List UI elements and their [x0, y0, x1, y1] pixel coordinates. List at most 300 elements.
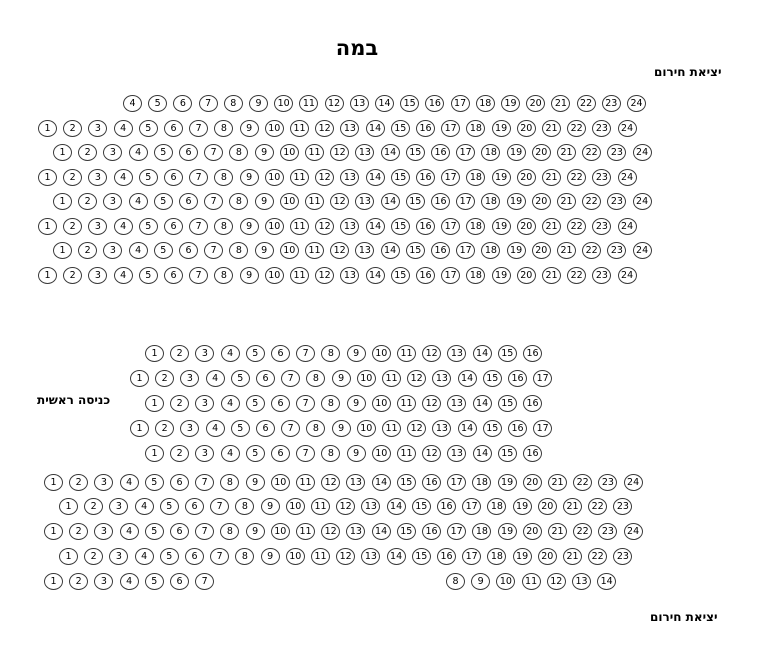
- seat[interactable]: 13: [447, 445, 466, 462]
- seat[interactable]: 22: [588, 548, 607, 565]
- seat[interactable]: 11: [311, 548, 330, 565]
- seat[interactable]: 19: [501, 95, 520, 112]
- seat[interactable]: 23: [592, 218, 611, 235]
- seat[interactable]: 23: [607, 193, 626, 210]
- seat[interactable]: 13: [447, 345, 466, 362]
- seat[interactable]: 9: [332, 420, 351, 437]
- seat[interactable]: 2: [69, 474, 88, 491]
- seat[interactable]: 8: [214, 218, 233, 235]
- seat[interactable]: 5: [145, 523, 164, 540]
- seat[interactable]: 5: [145, 573, 164, 590]
- seat[interactable]: 20: [523, 523, 542, 540]
- seat[interactable]: 13: [340, 120, 359, 137]
- seat[interactable]: 12: [330, 144, 349, 161]
- seat[interactable]: 20: [517, 169, 536, 186]
- seat[interactable]: 10: [280, 144, 299, 161]
- seat[interactable]: 11: [296, 474, 315, 491]
- seat[interactable]: 23: [602, 95, 621, 112]
- seat[interactable]: 3: [88, 120, 107, 137]
- seat[interactable]: 12: [330, 193, 349, 210]
- seat[interactable]: 6: [164, 267, 183, 284]
- seat[interactable]: 9: [246, 474, 265, 491]
- seat[interactable]: 5: [154, 242, 173, 259]
- seat[interactable]: 14: [473, 395, 492, 412]
- seat[interactable]: 17: [441, 218, 460, 235]
- seat[interactable]: 19: [507, 144, 526, 161]
- seat[interactable]: 16: [431, 144, 450, 161]
- seat[interactable]: 11: [296, 523, 315, 540]
- seat[interactable]: 13: [340, 218, 359, 235]
- seat[interactable]: 10: [357, 420, 376, 437]
- seat[interactable]: 7: [189, 267, 208, 284]
- seat[interactable]: 2: [170, 445, 189, 462]
- seat[interactable]: 7: [296, 395, 315, 412]
- seat[interactable]: 15: [406, 242, 425, 259]
- seat[interactable]: 4: [114, 169, 133, 186]
- seat[interactable]: 6: [164, 169, 183, 186]
- seat[interactable]: 17: [456, 144, 475, 161]
- seat[interactable]: 19: [492, 169, 511, 186]
- seat[interactable]: 15: [483, 420, 502, 437]
- seat[interactable]: 8: [224, 95, 243, 112]
- seat[interactable]: 2: [84, 498, 103, 515]
- seat[interactable]: 14: [372, 523, 391, 540]
- seat[interactable]: 7: [204, 193, 223, 210]
- seat[interactable]: 17: [456, 242, 475, 259]
- seat[interactable]: 9: [255, 144, 274, 161]
- seat[interactable]: 13: [432, 370, 451, 387]
- seat[interactable]: 9: [347, 395, 366, 412]
- seat[interactable]: 7: [195, 573, 214, 590]
- seat[interactable]: 3: [103, 193, 122, 210]
- seat[interactable]: 6: [185, 548, 204, 565]
- seat[interactable]: 4: [221, 395, 240, 412]
- seat[interactable]: 12: [315, 218, 334, 235]
- seat[interactable]: 22: [573, 474, 592, 491]
- seat[interactable]: 5: [148, 95, 167, 112]
- seat[interactable]: 16: [425, 95, 444, 112]
- seat[interactable]: 6: [271, 445, 290, 462]
- seat[interactable]: 9: [240, 120, 259, 137]
- seat[interactable]: 12: [315, 169, 334, 186]
- seat[interactable]: 6: [179, 193, 198, 210]
- seat[interactable]: 14: [387, 498, 406, 515]
- seat[interactable]: 1: [44, 573, 63, 590]
- seat[interactable]: 2: [63, 169, 82, 186]
- seat[interactable]: 12: [547, 573, 566, 590]
- seat[interactable]: 16: [416, 218, 435, 235]
- seat[interactable]: 15: [412, 548, 431, 565]
- seat[interactable]: 14: [366, 267, 385, 284]
- seat[interactable]: 3: [180, 370, 199, 387]
- seat[interactable]: 10: [286, 498, 305, 515]
- seat[interactable]: 24: [618, 267, 637, 284]
- seat[interactable]: 6: [271, 345, 290, 362]
- seat[interactable]: 4: [120, 573, 139, 590]
- seat[interactable]: 11: [305, 193, 324, 210]
- seat[interactable]: 13: [355, 242, 374, 259]
- seat[interactable]: 19: [507, 193, 526, 210]
- seat[interactable]: 10: [280, 242, 299, 259]
- seat[interactable]: 9: [347, 345, 366, 362]
- seat[interactable]: 20: [532, 144, 551, 161]
- seat[interactable]: 20: [532, 193, 551, 210]
- seat[interactable]: 2: [69, 523, 88, 540]
- seat[interactable]: 17: [447, 474, 466, 491]
- seat[interactable]: 7: [204, 242, 223, 259]
- seat[interactable]: 9: [347, 445, 366, 462]
- seat[interactable]: 21: [563, 498, 582, 515]
- seat[interactable]: 18: [466, 267, 485, 284]
- seat[interactable]: 21: [542, 267, 561, 284]
- seat[interactable]: 22: [567, 169, 586, 186]
- seat[interactable]: 16: [422, 523, 441, 540]
- seat[interactable]: 16: [422, 474, 441, 491]
- seat[interactable]: 4: [114, 267, 133, 284]
- seat[interactable]: 22: [582, 242, 601, 259]
- seat[interactable]: 7: [281, 370, 300, 387]
- seat[interactable]: 16: [508, 370, 527, 387]
- seat[interactable]: 4: [114, 218, 133, 235]
- seat[interactable]: 15: [400, 95, 419, 112]
- seat[interactable]: 11: [305, 242, 324, 259]
- seat[interactable]: 2: [170, 395, 189, 412]
- seat[interactable]: 6: [170, 474, 189, 491]
- seat[interactable]: 14: [381, 144, 400, 161]
- seat[interactable]: 8: [220, 523, 239, 540]
- seat[interactable]: 8: [229, 242, 248, 259]
- seat[interactable]: 7: [281, 420, 300, 437]
- seat[interactable]: 12: [407, 370, 426, 387]
- seat[interactable]: 14: [381, 193, 400, 210]
- seat[interactable]: 7: [204, 144, 223, 161]
- seat[interactable]: 7: [210, 498, 229, 515]
- seat[interactable]: 10: [265, 169, 284, 186]
- seat[interactable]: 18: [466, 218, 485, 235]
- seat[interactable]: 7: [210, 548, 229, 565]
- seat[interactable]: 17: [462, 498, 481, 515]
- seat[interactable]: 5: [139, 169, 158, 186]
- seat[interactable]: 10: [372, 445, 391, 462]
- seat[interactable]: 15: [498, 395, 517, 412]
- seat[interactable]: 1: [59, 548, 78, 565]
- seat[interactable]: 18: [472, 523, 491, 540]
- seat[interactable]: 17: [456, 193, 475, 210]
- seat[interactable]: 23: [613, 498, 632, 515]
- seat[interactable]: 14: [366, 120, 385, 137]
- seat[interactable]: 16: [416, 169, 435, 186]
- seat[interactable]: 7: [189, 169, 208, 186]
- seat[interactable]: 15: [391, 169, 410, 186]
- seat[interactable]: 11: [522, 573, 541, 590]
- seat[interactable]: 2: [63, 218, 82, 235]
- seat[interactable]: 4: [120, 474, 139, 491]
- seat[interactable]: 8: [220, 474, 239, 491]
- seat[interactable]: 3: [88, 218, 107, 235]
- seat[interactable]: 21: [542, 120, 561, 137]
- seat[interactable]: 15: [498, 445, 517, 462]
- seat[interactable]: 15: [483, 370, 502, 387]
- seat[interactable]: 1: [53, 193, 72, 210]
- seat[interactable]: 11: [397, 395, 416, 412]
- seat[interactable]: 17: [533, 370, 552, 387]
- seat[interactable]: 10: [372, 395, 391, 412]
- seat[interactable]: 10: [496, 573, 515, 590]
- seat[interactable]: 20: [517, 218, 536, 235]
- seat[interactable]: 15: [498, 345, 517, 362]
- seat[interactable]: 1: [38, 267, 57, 284]
- seat[interactable]: 1: [130, 420, 149, 437]
- seat[interactable]: 7: [189, 120, 208, 137]
- seat[interactable]: 20: [517, 120, 536, 137]
- seat[interactable]: 18: [481, 242, 500, 259]
- seat[interactable]: 11: [299, 95, 318, 112]
- seat[interactable]: 14: [381, 242, 400, 259]
- seat[interactable]: 18: [476, 95, 495, 112]
- seat[interactable]: 3: [94, 523, 113, 540]
- seat[interactable]: 12: [321, 474, 340, 491]
- seat[interactable]: 12: [422, 345, 441, 362]
- seat[interactable]: 6: [170, 573, 189, 590]
- seat[interactable]: 20: [523, 474, 542, 491]
- seat[interactable]: 12: [336, 548, 355, 565]
- seat[interactable]: 1: [59, 498, 78, 515]
- seat[interactable]: 19: [507, 242, 526, 259]
- seat[interactable]: 16: [431, 193, 450, 210]
- seat[interactable]: 15: [397, 523, 416, 540]
- seat[interactable]: 8: [214, 120, 233, 137]
- seat[interactable]: 22: [588, 498, 607, 515]
- seat[interactable]: 5: [145, 474, 164, 491]
- seat[interactable]: 3: [180, 420, 199, 437]
- seat[interactable]: 11: [290, 120, 309, 137]
- seat[interactable]: 9: [471, 573, 490, 590]
- seat[interactable]: 5: [160, 498, 179, 515]
- seat[interactable]: 5: [154, 193, 173, 210]
- seat[interactable]: 24: [624, 523, 643, 540]
- seat[interactable]: 2: [63, 120, 82, 137]
- seat[interactable]: 22: [573, 523, 592, 540]
- seat[interactable]: 13: [447, 395, 466, 412]
- seat[interactable]: 17: [533, 420, 552, 437]
- seat[interactable]: 18: [466, 169, 485, 186]
- seat[interactable]: 22: [582, 193, 601, 210]
- seat[interactable]: 10: [271, 523, 290, 540]
- seat[interactable]: 23: [592, 169, 611, 186]
- seat[interactable]: 18: [481, 144, 500, 161]
- seat[interactable]: 23: [592, 267, 611, 284]
- seat[interactable]: 4: [129, 242, 148, 259]
- seat[interactable]: 12: [407, 420, 426, 437]
- seat[interactable]: 13: [361, 548, 380, 565]
- seat[interactable]: 22: [567, 218, 586, 235]
- seat[interactable]: 22: [582, 144, 601, 161]
- seat[interactable]: 7: [189, 218, 208, 235]
- seat[interactable]: 16: [523, 345, 542, 362]
- seat[interactable]: 13: [340, 169, 359, 186]
- seat[interactable]: 19: [498, 523, 517, 540]
- seat[interactable]: 13: [572, 573, 591, 590]
- seat[interactable]: 6: [179, 242, 198, 259]
- seat[interactable]: 6: [256, 370, 275, 387]
- seat[interactable]: 14: [473, 445, 492, 462]
- seat[interactable]: 21: [557, 144, 576, 161]
- seat[interactable]: 10: [265, 218, 284, 235]
- seat[interactable]: 13: [361, 498, 380, 515]
- seat[interactable]: 15: [397, 474, 416, 491]
- seat[interactable]: 3: [109, 548, 128, 565]
- seat[interactable]: 3: [103, 242, 122, 259]
- seat[interactable]: 11: [290, 218, 309, 235]
- seat[interactable]: 24: [633, 193, 652, 210]
- seat[interactable]: 9: [255, 242, 274, 259]
- seat[interactable]: 3: [94, 474, 113, 491]
- seat[interactable]: 6: [271, 395, 290, 412]
- seat[interactable]: 9: [261, 498, 280, 515]
- seat[interactable]: 12: [422, 395, 441, 412]
- seat[interactable]: 11: [382, 420, 401, 437]
- seat[interactable]: 18: [472, 474, 491, 491]
- seat[interactable]: 24: [618, 169, 637, 186]
- seat[interactable]: 13: [346, 523, 365, 540]
- seat[interactable]: 22: [567, 267, 586, 284]
- seat[interactable]: 4: [135, 548, 154, 565]
- seat[interactable]: 21: [557, 242, 576, 259]
- seat[interactable]: 8: [235, 498, 254, 515]
- seat[interactable]: 5: [246, 395, 265, 412]
- seat[interactable]: 10: [265, 120, 284, 137]
- seat[interactable]: 11: [305, 144, 324, 161]
- seat[interactable]: 1: [145, 395, 164, 412]
- seat[interactable]: 5: [160, 548, 179, 565]
- seat[interactable]: 8: [214, 267, 233, 284]
- seat[interactable]: 21: [548, 523, 567, 540]
- seat[interactable]: 11: [397, 345, 416, 362]
- seat[interactable]: 8: [229, 193, 248, 210]
- seat[interactable]: 6: [170, 523, 189, 540]
- seat[interactable]: 16: [508, 420, 527, 437]
- seat[interactable]: 1: [44, 523, 63, 540]
- seat[interactable]: 1: [38, 169, 57, 186]
- seat[interactable]: 2: [69, 573, 88, 590]
- seat[interactable]: 10: [274, 95, 293, 112]
- seat[interactable]: 13: [350, 95, 369, 112]
- seat[interactable]: 7: [195, 474, 214, 491]
- seat[interactable]: 5: [246, 445, 265, 462]
- seat[interactable]: 7: [296, 345, 315, 362]
- seat[interactable]: 18: [487, 548, 506, 565]
- seat[interactable]: 4: [120, 523, 139, 540]
- seat[interactable]: 22: [577, 95, 596, 112]
- seat[interactable]: 17: [441, 267, 460, 284]
- seat[interactable]: 9: [249, 95, 268, 112]
- seat[interactable]: 15: [406, 193, 425, 210]
- seat[interactable]: 21: [548, 474, 567, 491]
- seat[interactable]: 12: [330, 242, 349, 259]
- seat[interactable]: 23: [607, 242, 626, 259]
- seat[interactable]: 10: [357, 370, 376, 387]
- seat[interactable]: 14: [366, 218, 385, 235]
- seat[interactable]: 12: [315, 267, 334, 284]
- seat[interactable]: 8: [306, 370, 325, 387]
- seat[interactable]: 10: [286, 548, 305, 565]
- seat[interactable]: 24: [624, 474, 643, 491]
- seat[interactable]: 15: [412, 498, 431, 515]
- seat[interactable]: 14: [597, 573, 616, 590]
- seat[interactable]: 5: [246, 345, 265, 362]
- seat[interactable]: 1: [145, 445, 164, 462]
- seat[interactable]: 12: [325, 95, 344, 112]
- seat[interactable]: 20: [538, 498, 557, 515]
- seat[interactable]: 16: [437, 548, 456, 565]
- seat[interactable]: 4: [123, 95, 142, 112]
- seat[interactable]: 24: [618, 218, 637, 235]
- seat[interactable]: 6: [185, 498, 204, 515]
- seat[interactable]: 11: [290, 169, 309, 186]
- seat[interactable]: 2: [78, 144, 97, 161]
- seat[interactable]: 10: [265, 267, 284, 284]
- seat[interactable]: 5: [231, 420, 250, 437]
- seat[interactable]: 4: [135, 498, 154, 515]
- seat[interactable]: 14: [372, 474, 391, 491]
- seat[interactable]: 19: [492, 267, 511, 284]
- seat[interactable]: 16: [437, 498, 456, 515]
- seat[interactable]: 6: [179, 144, 198, 161]
- seat[interactable]: 19: [498, 474, 517, 491]
- seat[interactable]: 13: [340, 267, 359, 284]
- seat[interactable]: 12: [336, 498, 355, 515]
- seat[interactable]: 3: [94, 573, 113, 590]
- seat[interactable]: 23: [598, 474, 617, 491]
- seat[interactable]: 7: [296, 445, 315, 462]
- seat[interactable]: 1: [53, 242, 72, 259]
- seat[interactable]: 4: [129, 144, 148, 161]
- seat[interactable]: 1: [53, 144, 72, 161]
- seat[interactable]: 21: [551, 95, 570, 112]
- seat[interactable]: 6: [164, 120, 183, 137]
- seat[interactable]: 5: [139, 218, 158, 235]
- seat[interactable]: 13: [346, 474, 365, 491]
- seat[interactable]: 21: [542, 169, 561, 186]
- seat[interactable]: 2: [84, 548, 103, 565]
- seat[interactable]: 3: [88, 267, 107, 284]
- seat[interactable]: 1: [44, 474, 63, 491]
- seat[interactable]: 13: [355, 144, 374, 161]
- seat[interactable]: 24: [627, 95, 646, 112]
- seat[interactable]: 9: [240, 218, 259, 235]
- seat[interactable]: 23: [613, 548, 632, 565]
- seat[interactable]: 16: [523, 445, 542, 462]
- seat[interactable]: 20: [517, 267, 536, 284]
- seat[interactable]: 9: [255, 193, 274, 210]
- seat[interactable]: 17: [447, 523, 466, 540]
- seat[interactable]: 12: [315, 120, 334, 137]
- seat[interactable]: 1: [145, 345, 164, 362]
- seat[interactable]: 5: [139, 267, 158, 284]
- seat[interactable]: 3: [195, 395, 214, 412]
- seat[interactable]: 4: [206, 370, 225, 387]
- seat[interactable]: 15: [391, 267, 410, 284]
- seat[interactable]: 23: [592, 120, 611, 137]
- seat[interactable]: 17: [462, 548, 481, 565]
- seat[interactable]: 2: [170, 345, 189, 362]
- seat[interactable]: 8: [214, 169, 233, 186]
- seat[interactable]: 3: [195, 445, 214, 462]
- seat[interactable]: 23: [598, 523, 617, 540]
- seat[interactable]: 3: [103, 144, 122, 161]
- seat[interactable]: 6: [164, 218, 183, 235]
- seat[interactable]: 15: [406, 144, 425, 161]
